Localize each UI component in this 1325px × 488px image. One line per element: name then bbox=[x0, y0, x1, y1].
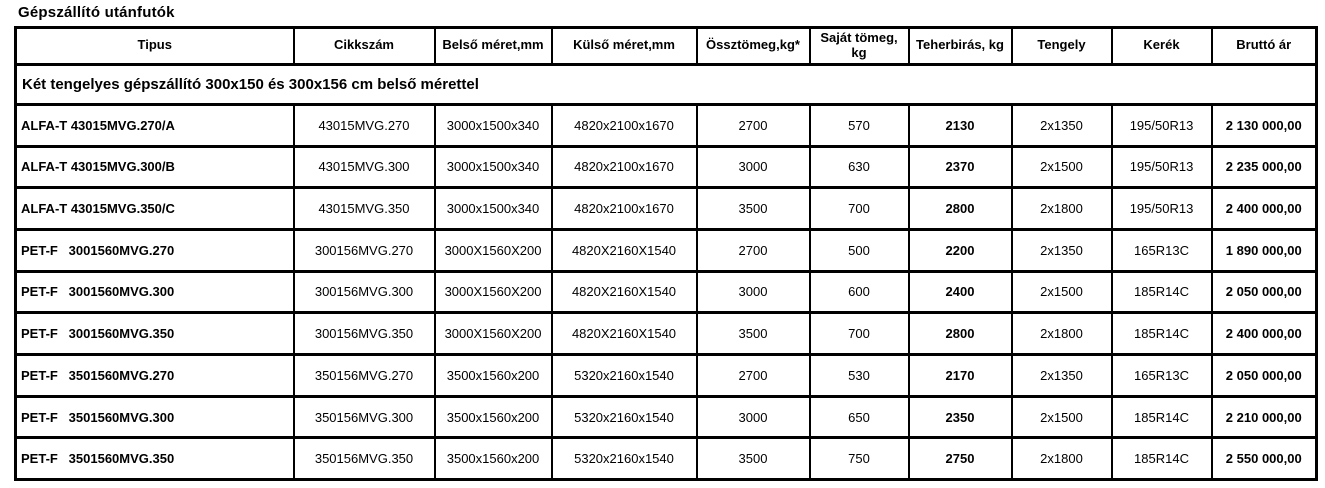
cell-cikkszam: 300156MVG.300 bbox=[294, 271, 435, 313]
cell-teherbiras: 2170 bbox=[909, 355, 1012, 397]
cell-kulso-meret: 5320x2160x1540 bbox=[552, 396, 697, 438]
cell-belso-meret: 3000X1560X200 bbox=[435, 229, 552, 271]
table-body bbox=[16, 64, 1317, 479]
cell-teherbiras: 2350 bbox=[909, 396, 1012, 438]
cell-cikkszam: 300156MVG.350 bbox=[294, 313, 435, 355]
cell-sajat-tomeg: 600 bbox=[810, 271, 909, 313]
cell-brutto-ar: 2 050 000,00 bbox=[1212, 271, 1317, 313]
cell-brutto-ar: 2 550 000,00 bbox=[1212, 438, 1317, 480]
column-header-tengely: Tengely bbox=[1012, 28, 1112, 65]
cell-tengely: 2x1350 bbox=[1012, 104, 1112, 146]
table-row bbox=[16, 271, 1317, 313]
cell-ossztomeg: 2700 bbox=[697, 355, 810, 397]
trailer-price-table bbox=[14, 26, 1318, 481]
cell-belso-meret: 3500x1560x200 bbox=[435, 355, 552, 397]
cell-teherbiras: 2400 bbox=[909, 271, 1012, 313]
cell-ossztomeg: 2700 bbox=[697, 104, 810, 146]
cell-brutto-ar: 1 890 000,00 bbox=[1212, 229, 1317, 271]
cell-kulso-meret: 4820x2100x1670 bbox=[552, 146, 697, 188]
cell-sajat-tomeg: 500 bbox=[810, 229, 909, 271]
cell-tengely: 2x1500 bbox=[1012, 271, 1112, 313]
cell-belso-meret: 3000X1560X200 bbox=[435, 313, 552, 355]
cell-brutto-ar: 2 130 000,00 bbox=[1212, 104, 1317, 146]
cell-tengely: 2x1350 bbox=[1012, 229, 1112, 271]
column-header-teherbiras: Teherbirás, kg bbox=[909, 28, 1012, 65]
cell-kulso-meret: 5320x2160x1540 bbox=[552, 438, 697, 480]
section-header: Két tengelyes gépszállító 300x150 és 300x156 cm belső mérettel bbox=[16, 64, 1317, 104]
cell-kerek: 195/50R13 bbox=[1112, 146, 1212, 188]
cell-kerek: 165R13C bbox=[1112, 229, 1212, 271]
column-header-brutto-ar: Bruttó ár bbox=[1212, 28, 1317, 65]
table-row bbox=[16, 188, 1317, 230]
cell-tengely: 2x1800 bbox=[1012, 313, 1112, 355]
column-header-tipus: Tipus bbox=[16, 28, 294, 65]
table-row bbox=[16, 146, 1317, 188]
column-header-kerek: Kerék bbox=[1112, 28, 1212, 65]
cell-tengely: 2x1500 bbox=[1012, 146, 1112, 188]
cell-sajat-tomeg: 530 bbox=[810, 355, 909, 397]
cell-kerek: 195/50R13 bbox=[1112, 104, 1212, 146]
cell-sajat-tomeg: 650 bbox=[810, 396, 909, 438]
cell-belso-meret: 3000x1500x340 bbox=[435, 188, 552, 230]
cell-teherbiras: 2200 bbox=[909, 229, 1012, 271]
cell-kulso-meret: 4820x2100x1670 bbox=[552, 188, 697, 230]
cell-brutto-ar: 2 235 000,00 bbox=[1212, 146, 1317, 188]
column-header-belso-meret: Belső méret,mm bbox=[435, 28, 552, 65]
cell-belso-meret: 3000x1500x340 bbox=[435, 146, 552, 188]
column-header-cikkszam: Cikkszám bbox=[294, 28, 435, 65]
cell-ossztomeg: 3000 bbox=[697, 146, 810, 188]
cell-cikkszam: 350156MVG.350 bbox=[294, 438, 435, 480]
cell-teherbiras: 2750 bbox=[909, 438, 1012, 480]
cell-teherbiras: 2800 bbox=[909, 188, 1012, 230]
cell-ossztomeg: 3500 bbox=[697, 438, 810, 480]
cell-sajat-tomeg: 700 bbox=[810, 313, 909, 355]
table-row bbox=[16, 355, 1317, 397]
cell-ossztomeg: 3500 bbox=[697, 313, 810, 355]
cell-cikkszam: 43015MVG.350 bbox=[294, 188, 435, 230]
cell-tipus: PET-F 3501560MVG.300 bbox=[16, 396, 294, 438]
cell-kerek: 165R13C bbox=[1112, 355, 1212, 397]
cell-belso-meret: 3500x1560x200 bbox=[435, 396, 552, 438]
cell-kerek: 185R14C bbox=[1112, 313, 1212, 355]
cell-kulso-meret: 5320x2160x1540 bbox=[552, 355, 697, 397]
cell-belso-meret: 3500x1560x200 bbox=[435, 438, 552, 480]
cell-cikkszam: 300156MVG.270 bbox=[294, 229, 435, 271]
cell-sajat-tomeg: 630 bbox=[810, 146, 909, 188]
cell-teherbiras: 2370 bbox=[909, 146, 1012, 188]
cell-tengely: 2x1500 bbox=[1012, 396, 1112, 438]
cell-ossztomeg: 3000 bbox=[697, 271, 810, 313]
cell-kulso-meret: 4820x2100x1670 bbox=[552, 104, 697, 146]
cell-sajat-tomeg: 700 bbox=[810, 188, 909, 230]
cell-tipus: ALFA-T 43015MVG.270/A bbox=[16, 104, 294, 146]
table-row bbox=[16, 313, 1317, 355]
table-row bbox=[16, 438, 1317, 480]
cell-cikkszam: 350156MVG.300 bbox=[294, 396, 435, 438]
cell-tipus: ALFA-T 43015MVG.300/B bbox=[16, 146, 294, 188]
cell-brutto-ar: 2 400 000,00 bbox=[1212, 313, 1317, 355]
column-header-ossztomeg: Össztömeg,kg* bbox=[697, 28, 810, 65]
cell-tengely: 2x1800 bbox=[1012, 438, 1112, 480]
cell-tipus: PET-F 3001560MVG.300 bbox=[16, 271, 294, 313]
section-row bbox=[16, 64, 1317, 104]
cell-kulso-meret: 4820X2160X1540 bbox=[552, 271, 697, 313]
cell-sajat-tomeg: 750 bbox=[810, 438, 909, 480]
cell-brutto-ar: 2 210 000,00 bbox=[1212, 396, 1317, 438]
cell-cikkszam: 43015MVG.270 bbox=[294, 104, 435, 146]
cell-kulso-meret: 4820X2160X1540 bbox=[552, 313, 697, 355]
cell-tipus: ALFA-T 43015MVG.350/C bbox=[16, 188, 294, 230]
table-row bbox=[16, 229, 1317, 271]
cell-tengely: 2x1350 bbox=[1012, 355, 1112, 397]
cell-tengely: 2x1800 bbox=[1012, 188, 1112, 230]
cell-belso-meret: 3000X1560X200 bbox=[435, 271, 552, 313]
cell-kerek: 185R14C bbox=[1112, 271, 1212, 313]
cell-tipus: PET-F 3501560MVG.350 bbox=[16, 438, 294, 480]
cell-tipus: PET-F 3001560MVG.270 bbox=[16, 229, 294, 271]
cell-ossztomeg: 3000 bbox=[697, 396, 810, 438]
cell-tipus: PET-F 3501560MVG.270 bbox=[16, 355, 294, 397]
page-title: Gépszállító utánfutók bbox=[18, 4, 175, 21]
column-header-sajat-tomeg: Saját tömeg, kg bbox=[810, 28, 909, 65]
cell-belso-meret: 3000x1500x340 bbox=[435, 104, 552, 146]
cell-teherbiras: 2800 bbox=[909, 313, 1012, 355]
cell-tipus: PET-F 3001560MVG.350 bbox=[16, 313, 294, 355]
table-row bbox=[16, 396, 1317, 438]
cell-sajat-tomeg: 570 bbox=[810, 104, 909, 146]
cell-cikkszam: 350156MVG.270 bbox=[294, 355, 435, 397]
cell-kerek: 185R14C bbox=[1112, 396, 1212, 438]
cell-brutto-ar: 2 400 000,00 bbox=[1212, 188, 1317, 230]
table-row bbox=[16, 104, 1317, 146]
cell-ossztomeg: 2700 bbox=[697, 229, 810, 271]
cell-brutto-ar: 2 050 000,00 bbox=[1212, 355, 1317, 397]
cell-teherbiras: 2130 bbox=[909, 104, 1012, 146]
cell-ossztomeg: 3500 bbox=[697, 188, 810, 230]
cell-cikkszam: 43015MVG.300 bbox=[294, 146, 435, 188]
column-header-kulso-meret: Külső méret,mm bbox=[552, 28, 697, 65]
cell-kerek: 195/50R13 bbox=[1112, 188, 1212, 230]
table-header-row bbox=[16, 28, 1317, 65]
cell-kerek: 185R14C bbox=[1112, 438, 1212, 480]
cell-kulso-meret: 4820X2160X1540 bbox=[552, 229, 697, 271]
